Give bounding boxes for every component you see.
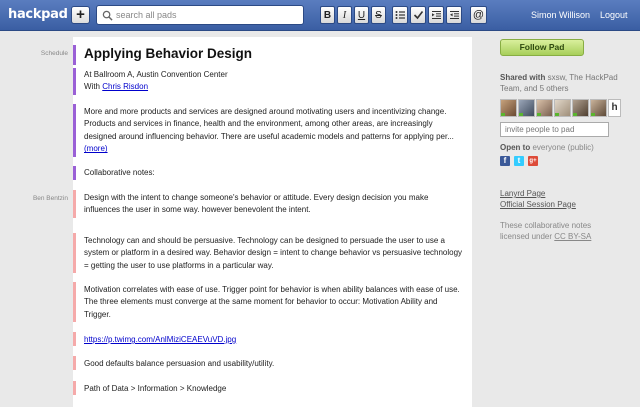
strikethrough-button[interactable]: S	[371, 6, 386, 24]
license-prefix: These collaborative notes licensed under	[500, 221, 592, 241]
facebook-icon[interactable]: f	[500, 156, 510, 166]
top-bar	[0, 0, 640, 31]
search-box	[96, 5, 304, 25]
italic-button[interactable]: I	[337, 6, 352, 24]
author-color-bar	[73, 332, 76, 346]
mention-button[interactable]: @	[470, 6, 487, 24]
avatar[interactable]	[590, 99, 607, 117]
avatar[interactable]	[500, 99, 517, 117]
author-color-bar	[73, 282, 76, 322]
logout-link[interactable]: Logout	[600, 10, 628, 20]
search-icon	[102, 10, 113, 21]
avatar[interactable]	[554, 99, 571, 117]
outdent-icon	[449, 10, 460, 20]
bullet-list-icon	[395, 10, 406, 20]
outdent-button[interactable]	[446, 6, 462, 24]
more-link[interactable]: (more)	[84, 144, 108, 154]
note-paragraph: Good defaults balance persuasion and usability/utility.	[84, 359, 275, 368]
shared-with-text	[500, 73, 630, 94]
search-input[interactable]	[116, 8, 298, 22]
visibility-value[interactable]: everyone (public)	[532, 143, 594, 152]
google-plus-icon[interactable]: g+	[529, 158, 537, 164]
page-title: Applying Behavior Design	[84, 46, 253, 61]
user-name-link[interactable]: Simon Willison	[531, 10, 591, 20]
image-link-paragraph	[84, 334, 464, 346]
speaker-link[interactable]: Chris Risdon	[102, 82, 149, 92]
shared-list[interactable]: sxsw, The HackPad Team, and 5 others	[500, 73, 618, 93]
hackpad-logo[interactable]: hackpad	[8, 7, 68, 22]
author-color-bar	[73, 381, 76, 395]
twitter-icon[interactable]: t	[514, 156, 524, 166]
author-color-bar	[73, 166, 76, 180]
visibility-text	[500, 143, 594, 152]
social-share	[500, 156, 538, 166]
open-label: Open to	[500, 143, 531, 152]
note-paragraph: Motivation correlates with ease of use. Trigger point for behavior is when ability balances with ease of use. The three elements must converge at the same moment for behavior to occur: Motivation Ability and Trigger.	[84, 285, 460, 319]
speaker-line	[84, 81, 464, 93]
license-link[interactable]: CC BY-SA	[554, 231, 592, 241]
checkmark-icon	[413, 10, 424, 20]
description-text: More and more products and services are designed around motivating users and incentivizing change. Products and services in finance, health and the environment, among other areas, are increasingly designed around influencing behavior. There are useful academic models and patterns for applying per...	[84, 107, 454, 141]
note-paragraph: Path of Data > Information > Knowledge	[84, 384, 227, 393]
lanyrd-page-link[interactable]: Lanyrd Page	[500, 189, 546, 198]
note-paragraph: Technology can and should be persuasive. Technology can be designed to persuade the user to use a system or platform in a desired way. Behavior design = intent to change behavior vs persuasive technology = getting the user to use platforms in a particular way.	[84, 236, 463, 270]
notes-heading: Collaborative notes:	[84, 168, 155, 177]
session-info	[84, 69, 464, 94]
avatar[interactable]	[536, 99, 553, 117]
author-color-bar	[73, 104, 76, 157]
author-color-bar	[73, 45, 76, 65]
indent-button[interactable]	[428, 6, 444, 24]
official-session-page-link[interactable]: Official Session Page	[500, 199, 576, 209]
description-paragraph	[84, 106, 464, 156]
indent-icon	[431, 10, 442, 20]
underline-button[interactable]: U	[354, 6, 369, 24]
shared-label: Shared with	[500, 73, 546, 82]
author-color-bar	[73, 233, 76, 273]
location-text: At Ballroom A, Austin Convention Center	[84, 70, 228, 79]
invite-input[interactable]	[500, 122, 609, 137]
new-pad-button[interactable]: +	[71, 6, 90, 24]
bold-button[interactable]: B	[320, 6, 335, 24]
image-link[interactable]: https://p.twimg.com/AnlMiziCEAEVuVD.jpg	[84, 335, 237, 344]
collaborator-avatars	[500, 99, 621, 117]
follow-pad-button[interactable]: Follow Pad	[500, 39, 584, 56]
session-links	[500, 189, 576, 210]
bullet-list-button[interactable]	[392, 6, 408, 24]
license-text	[500, 221, 620, 242]
author-color-bar	[73, 190, 76, 218]
pad-editor[interactable]	[73, 37, 472, 407]
author-color-bar	[73, 356, 76, 370]
hackpad-avatar[interactable]: h	[608, 99, 621, 117]
checklist-button[interactable]	[410, 6, 426, 24]
avatar[interactable]	[518, 99, 535, 117]
author-label-ben-bentzin: Ben Bentzin	[32, 195, 68, 202]
avatar[interactable]	[572, 99, 589, 117]
note-paragraph: Design with the intent to change someone's behavior or attitude. Every design decision you make influences the user in some way. however benevolent the intent.	[84, 193, 429, 215]
author-label-schedule: Schedule	[40, 50, 68, 57]
author-color-bar	[73, 68, 76, 95]
with-prefix: With	[84, 82, 100, 92]
